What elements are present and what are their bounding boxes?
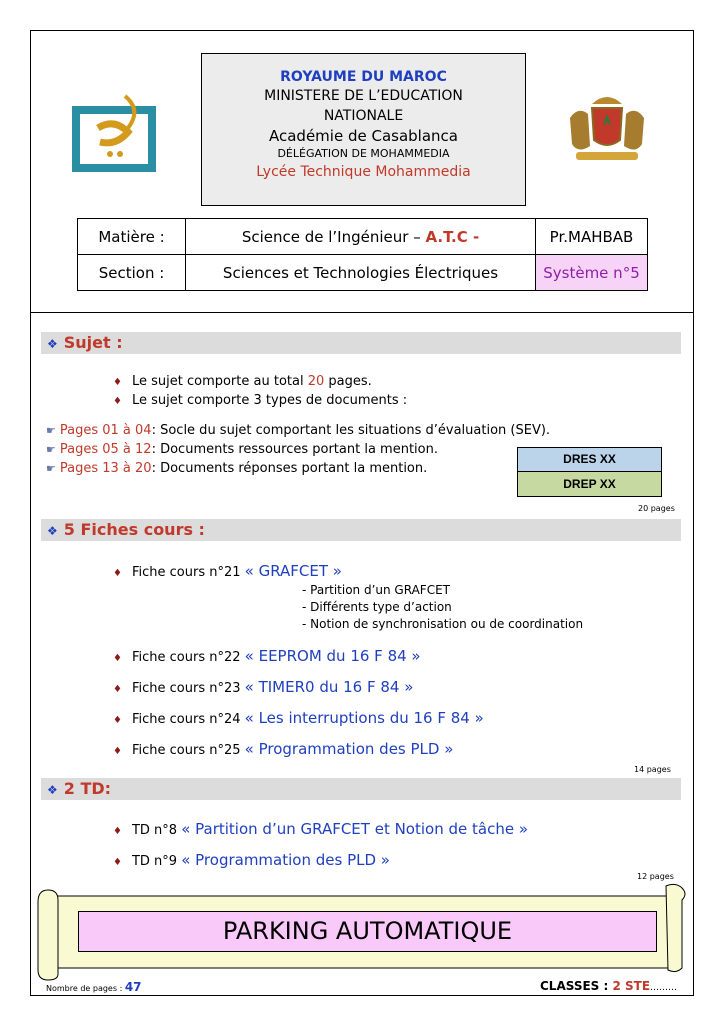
project-title: PARKING AUTOMATIQUE	[78, 911, 657, 952]
pointing-hand-icon: ☛	[46, 443, 56, 456]
pages-line-1: ☛ Pages 01 à 04: Socle du sujet comportant les situations d’évaluation (SEV).	[46, 423, 551, 438]
section-value: Sciences et Technologies Électriques	[186, 255, 536, 291]
diamond-icon: ♦	[113, 826, 122, 837]
diamond-icon: ♦	[113, 377, 122, 388]
royal-coat-of-arms	[562, 88, 652, 166]
fiche-subitem: - Différents type d’action	[302, 600, 452, 614]
fiche-item-21: ♦ Fiche cours n°21 « GRAFCET »	[113, 562, 342, 580]
sujet-bullet-1: ♦ Le sujet comporte au total 20 pages.	[113, 374, 372, 389]
professor-name: Pr.MAHBAB	[536, 219, 648, 255]
diamond-icon: ♦	[113, 396, 122, 407]
diamond-icon: ♦	[113, 746, 122, 757]
institution-header	[201, 53, 526, 206]
kingdom-title: ROYAUME DU MAROC	[280, 69, 447, 85]
section-sujet	[41, 332, 681, 354]
td-title: 2 TD:	[63, 779, 112, 798]
systeme-number: Système n°5	[536, 255, 648, 291]
pointing-hand-icon: ☛	[46, 424, 56, 437]
dres-label: DRES XX	[517, 447, 662, 472]
diamond-icon: ♦	[113, 684, 122, 695]
td-item-8: ♦ TD n°8 « Partition d’un GRAFCET et Notion de tâche »	[113, 820, 529, 838]
sujet-page-count: 20 pages	[638, 504, 675, 513]
diamond-bullet-icon: ❖	[47, 783, 58, 797]
diamond-icon: ♦	[113, 715, 122, 726]
matiere-text: Science de l’Ingénieur –	[241, 227, 426, 246]
page-count-footer: Nombre de pages : 47	[46, 980, 142, 994]
fiche-item-23: ♦ Fiche cours n°23 « TIMER0 du 16 F 84 »	[113, 678, 414, 696]
course-info-table	[77, 218, 648, 291]
ministry-title-cont: NATIONALE	[323, 108, 404, 124]
fiche-item-22: ♦ Fiche cours n°22 « EEPROM du 16 F 84 »	[113, 647, 421, 665]
fiches-page-count: 14 pages	[634, 765, 671, 774]
diamond-icon: ♦	[113, 653, 122, 664]
fiches-title: 5 Fiches cours :	[63, 520, 205, 539]
document-labels	[517, 447, 662, 499]
fiche-subitem: - Partition d’un GRAFCET	[302, 583, 450, 597]
diamond-bullet-icon: ❖	[47, 337, 58, 351]
td-page-count: 12 pages	[637, 872, 674, 881]
matiere-value	[186, 219, 536, 255]
academy-title: Académie de Casablanca	[269, 127, 458, 145]
total-pages: 20	[307, 374, 325, 389]
section-td	[41, 778, 681, 800]
pages-line-3: ☛ Pages 13 à 20: Documents réponses portant la mention.	[46, 461, 428, 476]
fiche-subitem: - Notion de synchronisation ou de coordination	[302, 617, 584, 631]
sujet-bullet-2: ♦ Le sujet comporte 3 types de documents :	[113, 393, 408, 408]
fiche-item-25: ♦ Fiche cours n°25 « Programmation des PLD »	[113, 740, 454, 758]
matiere-label: Matière :	[78, 219, 186, 255]
header-divider	[30, 312, 694, 313]
diamond-icon: ♦	[113, 857, 122, 868]
td-item-9: ♦ TD n°9 « Programmation des PLD »	[113, 851, 390, 869]
diamond-icon: ♦	[113, 568, 122, 579]
delegation-title: DÉLÉGATION DE MOHAMMEDIA	[277, 147, 450, 160]
section-label: Section :	[78, 255, 186, 291]
diamond-bullet-icon: ❖	[47, 524, 58, 538]
ministry-title: MINISTERE DE L’EDUCATION	[264, 88, 463, 104]
ministry-logo	[70, 88, 158, 172]
pages-line-2: ☛ Pages 05 à 12: Documents ressources portant la mention.	[46, 442, 438, 457]
classes-footer: CLASSES : 2 STE………	[540, 979, 678, 993]
matiere-atc: A.T.C -	[425, 227, 480, 246]
section-fiches	[41, 519, 681, 541]
school-title: Lycée Technique Mohammedia	[256, 164, 471, 180]
pointing-hand-icon: ☛	[46, 462, 56, 475]
fiche-item-24: ♦ Fiche cours n°24 « Les interruptions du 16 F 84 »	[113, 709, 484, 727]
sujet-title: Sujet :	[63, 333, 123, 352]
drep-label: DREP XX	[517, 472, 662, 497]
